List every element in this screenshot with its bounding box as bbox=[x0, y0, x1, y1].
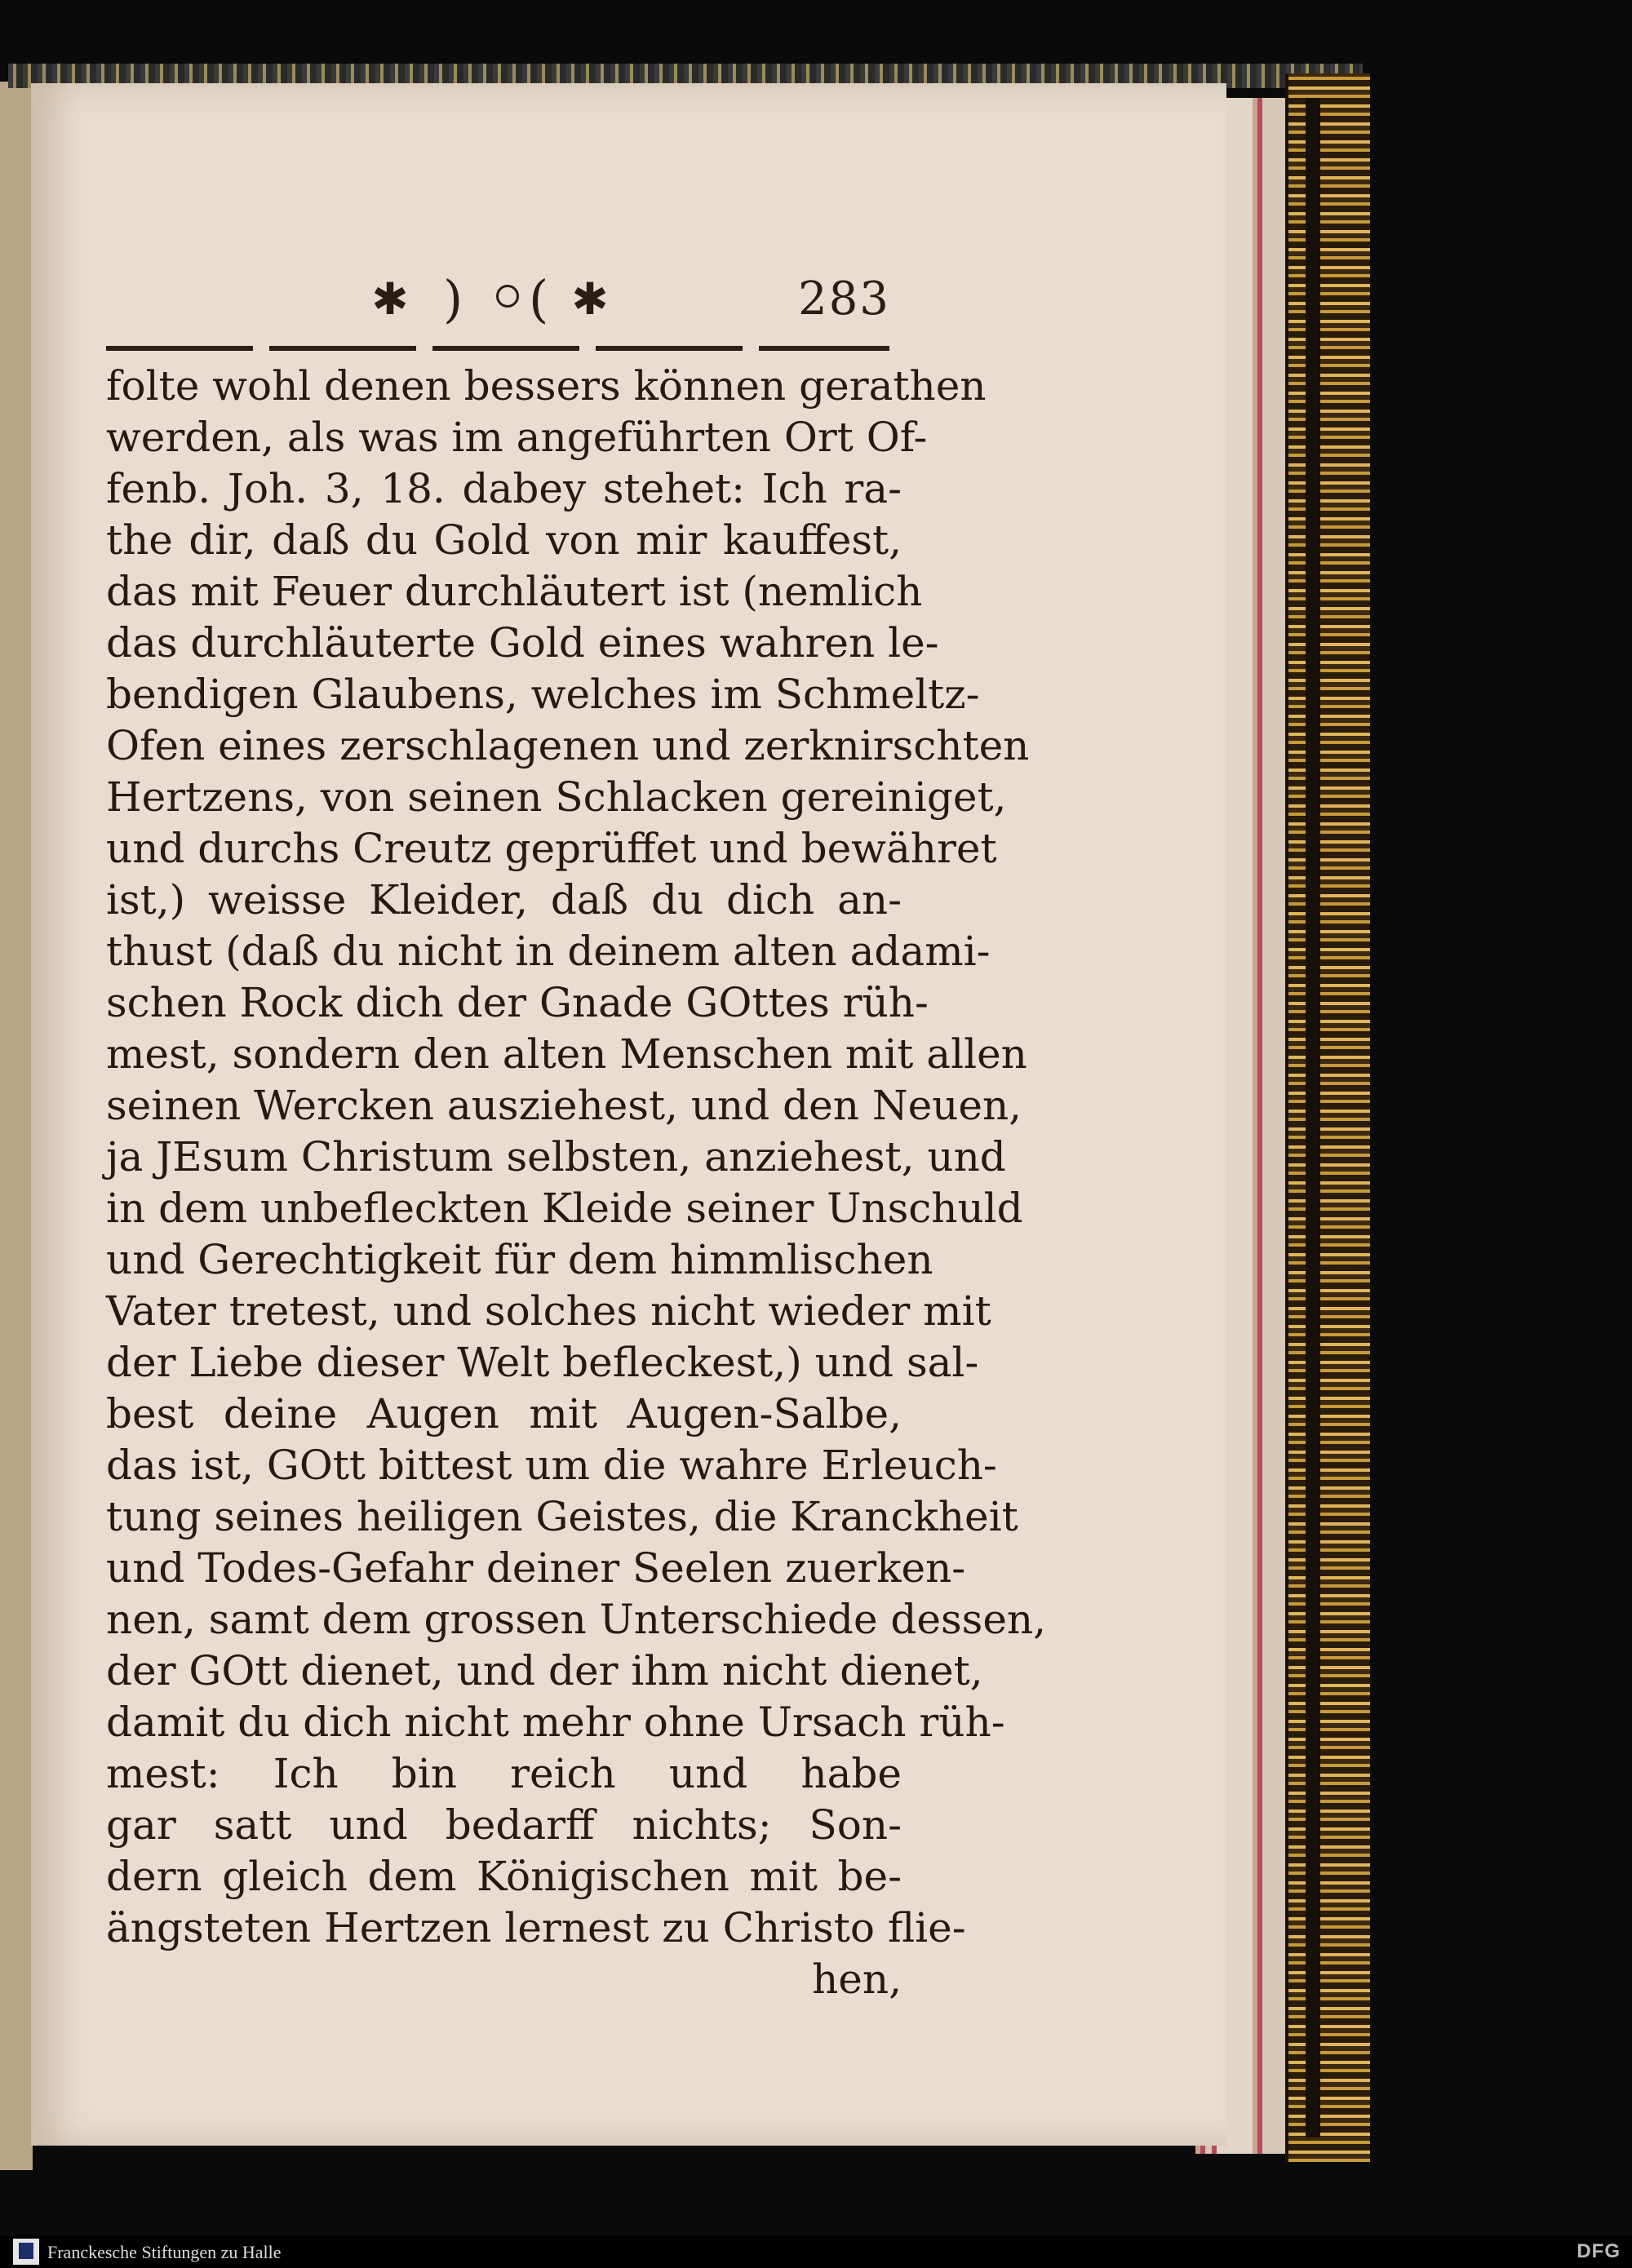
text-line: und Gerechtigkeit für dem himmlischen bbox=[106, 1236, 934, 1283]
text-line: ängsteten Hertzen lernest zu Christo flie- bbox=[106, 1904, 966, 1951]
text-line: mest, sondern den alten Menschen mit allen bbox=[106, 1030, 1027, 1078]
page-number: 283 bbox=[798, 272, 890, 326]
previous-page-edge bbox=[0, 82, 33, 2170]
text-line: und Todes-Gefahr deiner Seelen zuerken- bbox=[106, 1544, 966, 1592]
text-line: damit du dich nicht mehr ohne Ursach rüh- bbox=[106, 1699, 1005, 1746]
text-line: thust (daß du nicht in deinem alten adami- bbox=[106, 928, 991, 975]
body-text bbox=[106, 361, 1047, 2005]
footer-credit: Franckesche Stiftungen zu Halle bbox=[47, 2242, 282, 2262]
header-circle-icon bbox=[496, 285, 519, 308]
text-line: bendigen Glaubens, welches im Schmeltz- bbox=[106, 671, 980, 718]
text-line: fenb. Joh. 3, 18. dabey stehet: Ich ra- bbox=[106, 465, 902, 512]
text-line: dern gleich dem Königischen mit be- bbox=[106, 1853, 902, 1900]
book-page bbox=[31, 83, 1226, 2146]
text-line: das ist, GOtt bittest um die wahre Erleuch- bbox=[106, 1442, 997, 1489]
text-line: best deine Augen mit Augen-Salbe, bbox=[106, 1390, 902, 1437]
catchword: hen, bbox=[812, 1956, 902, 2003]
gilt-edge-decoration bbox=[1285, 73, 1370, 2162]
text-line: in dem unbefleckten Kleide seiner Unschuld bbox=[106, 1185, 1023, 1232]
text-line: schen Rock dich der Gnade GOttes rüh- bbox=[106, 979, 929, 1026]
institution-logo-mark bbox=[19, 2243, 33, 2259]
text-line: werden, als was im angeführten Ort Of- bbox=[106, 414, 928, 461]
header-rule bbox=[106, 346, 889, 351]
text-line: das mit Feuer durchläutert ist (nemlich bbox=[106, 568, 923, 615]
text-line: ja JEsum Christum selbsten, anziehest, und bbox=[106, 1133, 1006, 1181]
text-line: mest: Ich bin reich und habe bbox=[106, 1750, 902, 1797]
gilt-inner-band bbox=[1306, 98, 1320, 2137]
text-line: seinen Wercken ausziehest, und den Neuen, bbox=[106, 1082, 1022, 1129]
text-line: das durchläuterte Gold eines wahren le- bbox=[106, 619, 939, 667]
header-paren-right: ( bbox=[529, 269, 549, 329]
text-line: Hertzens, von seinen Schlacken gereiniget, bbox=[106, 773, 1007, 821]
text-line: gar satt und bedarff nichts; Son- bbox=[106, 1801, 902, 1849]
text-line: tung seines heiligen Geistes, die Kranckheit bbox=[106, 1493, 1018, 1540]
text-line: the dir, daß du Gold von mir kauffest, bbox=[106, 516, 902, 564]
text-line: nen, samt dem grossen Unterschiede dessen, bbox=[106, 1596, 1047, 1643]
text-line: und durchs Creutz geprüffet und bewähret bbox=[106, 825, 997, 872]
text-line: der Liebe dieser Welt befleckest,) und sal- bbox=[106, 1339, 979, 1386]
text-line: folte wohl denen bessers können gerathen bbox=[106, 362, 987, 410]
dfg-logo: DFG bbox=[1577, 2240, 1621, 2262]
footer-bar bbox=[0, 2235, 1632, 2268]
text-line: Vater tretest, und solches nicht wieder mit bbox=[106, 1287, 991, 1335]
header-paren-left: ) bbox=[443, 269, 463, 329]
text-line: Ofen eines zerschlagenen und zerknirschten bbox=[106, 722, 1030, 769]
ornament-left-icon: ✱ bbox=[371, 273, 409, 325]
ornament-right-icon: ✱ bbox=[571, 273, 609, 325]
text-line: ist,) weisse Kleider, daß du dich an- bbox=[106, 876, 902, 924]
text-line: der GOtt dienet, und der ihm nicht dienet, bbox=[106, 1647, 983, 1694]
